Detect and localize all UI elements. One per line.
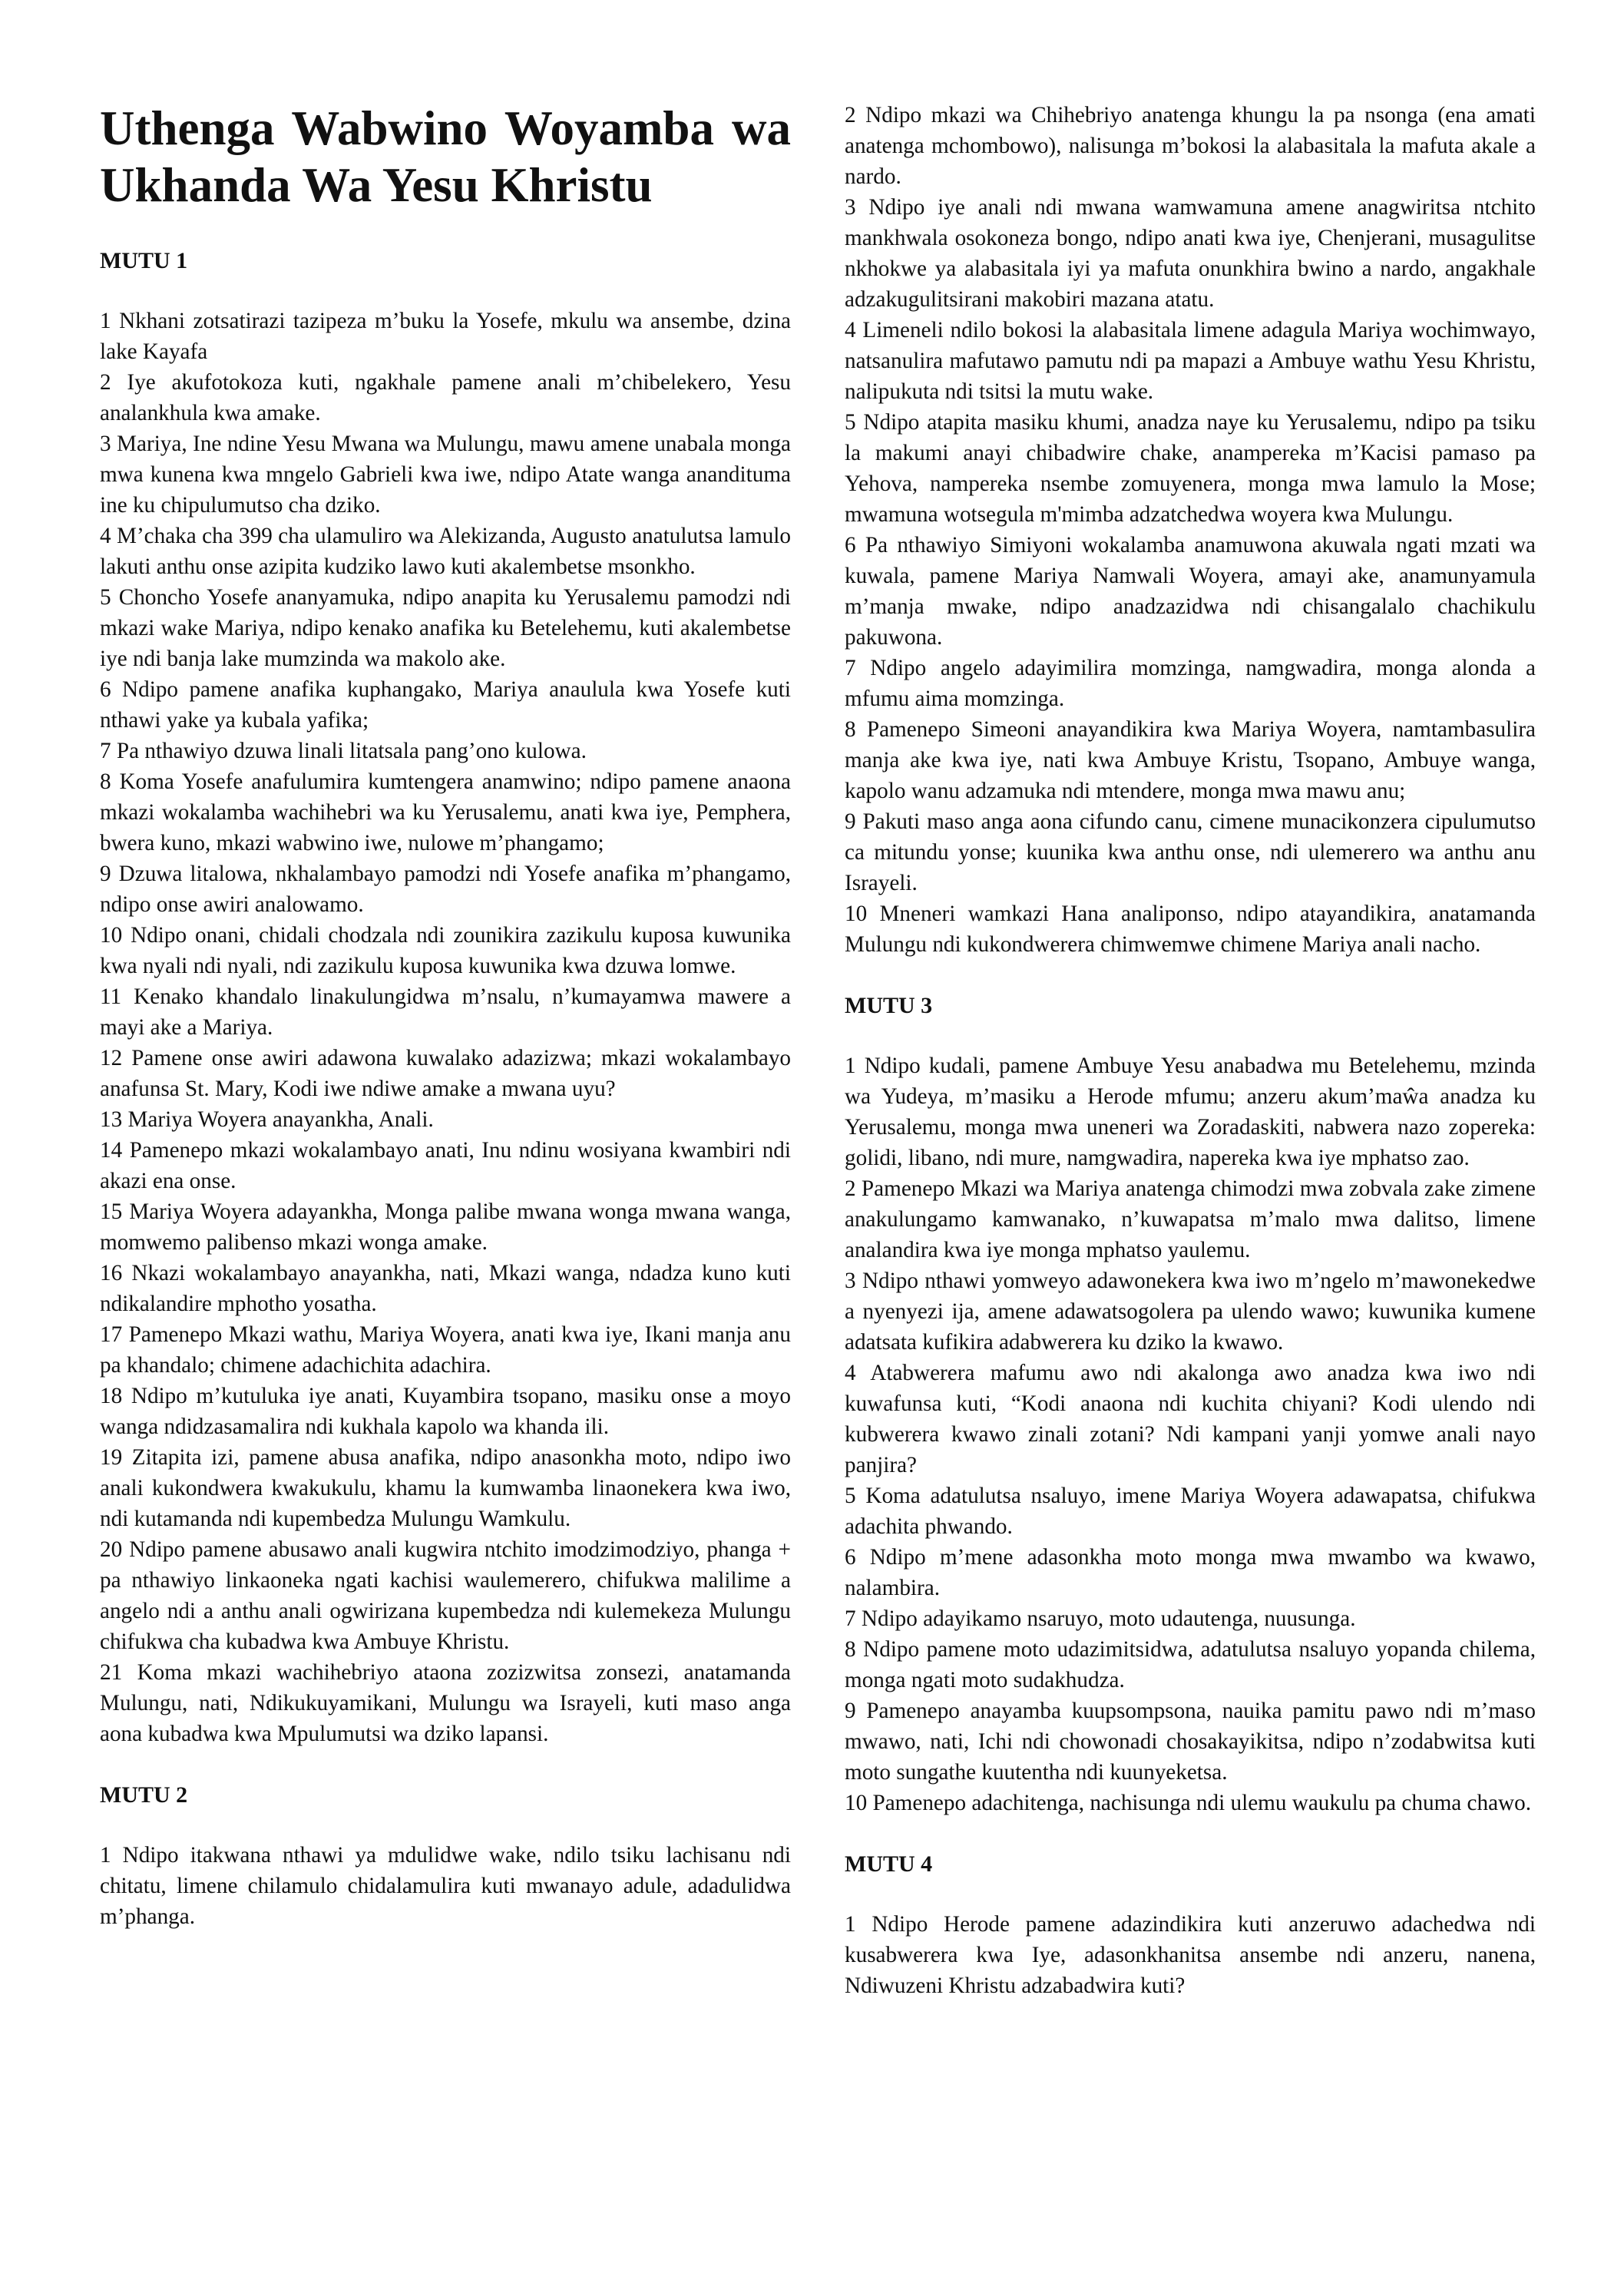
verse-paragraph: 10 Mneneri wamkazi Hana analiponso, ndipo atayandikira, anatamanda Mulungu ndi kukondwerera chimwemwe chimene Mariya anali nacho.: [845, 902, 1536, 957]
verse-paragraph: 4 M’chaka cha 399 cha ulamuliro wa Alekizanda, Augusto anatulutsa lamulo lakuti anthu onse azipita kudziko lawo kuti akalembetse msonkho.: [100, 524, 791, 579]
verse-paragraph: 2 Iye akufotokoza kuti, ngakhale pamene anali m’chibelekero, Yesu analankhula kwa amake.: [100, 370, 791, 425]
chapter-heading: MUTU 3: [845, 993, 933, 1018]
verse-paragraph: 2 Ndipo mkazi wa Chihebriyo anatenga khungu la pa nsonga (ena amati anatenga mchombowo), nalisunga m’bokosi la alabasitala la mafuta akale a nardo.: [845, 103, 1536, 189]
verse-paragraph: 13 Mariya Woyera anayankha, Anali.: [100, 1107, 434, 1132]
verse-paragraph: 16 Nkazi wokalambayo anayankha, nati, Mkazi wanga, ndadza kuno kuti ndikalandire mphotho yosatha.: [100, 1261, 791, 1316]
verse-paragraph: 18 Ndipo m’kutuluka iye anati, Kuyambira tsopano, masiku onse a moyo wanga ndidzasamalira ndi kukhala kapolo wa khanda ili.: [100, 1384, 791, 1439]
chapter-heading: MUTU 4: [845, 1851, 933, 1877]
verse-paragraph: 21 Koma mkazi wachihebriyo ataona zozizwitsa zonsezi, anatamanda Mulungu, nati, Ndikukuyamikani, Mulungu wa Israyeli, kuti maso anga aona kubadwa kwa Mpulumutsi wa dziko lapansi.: [100, 1660, 791, 1746]
verse-paragraph: 8 Pamenepo Simeoni anayandikira kwa Mariya Woyera, namtambasulira manja ake kwa iye, nati kwa Ambuye Kristu, Tsopano, Ambuye wanga, kapolo wanu adzamuka ndi mtendere, monga mwa mawu anu;: [845, 717, 1536, 803]
verse-paragraph: 2 Pamenepo Mkazi wa Mariya anatenga chimodzi mwa zobvala zake zimene anakulungamo kamwanako, n’kuwapatsa m’malo mwa dalitso, limene analandira kwa iye monga mphatso yaulemu.: [845, 1176, 1536, 1262]
verse-paragraph: 5 Koma adatulutsa nsaluyo, imene Mariya Woyera adawapatsa, chifukwa adachita phwando.: [845, 1484, 1536, 1539]
document-title: Uthenga Wabwino Woyamba wa Ukhanda Wa Yesu Khristu: [100, 101, 791, 212]
chapter-section: [100, 1749, 791, 1932]
verse-paragraph: 3 Mariya, Ine ndine Yesu Mwana wa Mulungu, mawu amene unabala monga mwa kunena kwa mngelo Gabrieli kwa iwe, ndipo Atate wanga ananditumа ine ku chipulumutso cha dziko.: [100, 432, 791, 518]
verse-paragraph: 5 Ndipo atapita masiku khumi, anadza naye ku Yerusalemu, ndipo pa tsiku la makumi anayi chibadwire chake, anampereka m’Kacisi pamaso pa Yehova, nampereka nsembe zomuyenera, monga mwa lamulo la Mose; mwamuna wotsegula m'mimba adzatchedwa woyera kwa Mulungu.: [845, 410, 1536, 527]
verse-paragraph: 10 Ndipo onani, chidali chodzala ndi zounikira zazikulu kuposa kuwunika kwa nyali ndi nyali, ndi zazikulu kuposa kuwunika kwa dzuwa lomwe.: [100, 923, 791, 978]
verse-paragraph: 8 Ndipo pamene moto udazimitsidwa, adatulutsa nsaluyo yopanda chilema, monga ngati moto sudakhudza.: [845, 1637, 1536, 1692]
verse-paragraph: 9 Dzuwa litalowa, nkhalambayo pamodzi ndi Yosefe anafika m’phangamo, ndipo onse awiri analowamo.: [100, 862, 791, 917]
verse-paragraph: 15 Mariya Woyera adayankha, Monga palibe mwana wonga mwana wanga, momwemo palibenso mkazi wonga amake.: [100, 1199, 791, 1255]
section-spacer: [100, 1749, 791, 1780]
verse-paragraph: 1 Ndipo kudali, pamene Ambuye Yesu anabadwa mu Betelehemu, mzinda wa Yudeya, m’masiku a Herode mfumu; anzeru akum’maŵa anadza ku Yerusalemu, monga mwa uneneri wa Zoradaskiti, nabwera nazo zopereka: golidi, libano, ndi mure, namgwadira, napereka kwa iye mphatso zao.: [845, 1054, 1536, 1170]
verse-paragraph: 7 Pa nthawiyo dzuwa linali litatsala pang’ono kulowa.: [100, 739, 587, 763]
verse-paragraph: 1 Ndipo itakwana nthawi ya mdulidwe wake, ndilo tsiku lachisanu ndi chitatu, limene chilamulo chidalamulira kuti mwanayo adule, adadulidwa m’phanga.: [100, 1843, 791, 1929]
chapter-section: [845, 960, 1536, 1818]
left-sections: [100, 246, 791, 1932]
verse-paragraph: 14 Pamenepo mkazi wokalambayo anati, Inu ndinu wosiyana kwambiri ndi akazi ena onse.: [100, 1138, 791, 1193]
verse-paragraph: 9 Pakuti maso anga aona cifundo canu, cimene munacikonzera cipulumutso ca mitundu yonse; kuunika kwa anthu onse, ndi ulemerero wa anthu anu Israyeli.: [845, 809, 1536, 895]
chapter-section: [845, 1818, 1536, 2001]
chapter-heading: MUTU 1: [100, 248, 188, 273]
left-column: [100, 100, 791, 1932]
verse-paragraph: 1 Nkhani zotsatirazi tazipeza m’buku la Yosefe, mkulu wa ansembe, dzina lake Kayafa: [100, 309, 791, 364]
chapter-section: [845, 100, 1536, 960]
chapter-heading: MUTU 2: [100, 1782, 188, 1808]
verse-paragraph: 11 Kenako khandalo linakulungidwa m’nsalu, n’kumayamwa mawere a mayi ake a Mariya.: [100, 984, 791, 1040]
verse-paragraph: 12 Pamene onse awiri adawona kuwalako adazizwa; mkazi wokalambayo anafunsa St. Mary, Kodi iwe ndiwe amake a mwana uyu?: [100, 1046, 791, 1101]
right-sections: [845, 100, 1536, 2001]
verse-paragraph: 7 Ndipo angelo adayimilira momzinga, namgwadira, monga alonda a mfumu aima momzinga.: [845, 656, 1536, 711]
verse-paragraph: 5 Choncho Yosefe ananyamuka, ndipo anapita ku Yerusalemu pamodzi ndi mkazi wake Mariya, ndipo kenako anafika ku Betelehemu, kuti akalembetse iye ndi banja lake mumzinda wa makolo ake.: [100, 585, 791, 671]
verse-paragraph: 10 Pamenepo adachitenga, nachisunga ndi ulemu waukulu pa chuma chawo.: [845, 1791, 1531, 1815]
verse-paragraph: 1 Ndipo Herode pamene adazindikira kuti anzeruwo adachedwa ndi kusabwerera kwa Iye, adasonkhanitsa ansembe ndi anzeru, nanena, Ndiwuzeni Khristu adzabadwira kuti?: [845, 1912, 1536, 1998]
verse-paragraph: 20 Ndipo pamene abusawo anali kugwira ntchito imodzimodziyo, phanga + pa nthawiyo linkaoneka ngati kachisi waulemerero, chifukwa malilime a angelo ndi a anthu anali ogwirizana kupembedza ndi kulemekeza Mulungu chifukwa cha kubadwa kwa Ambuye Khristu.: [100, 1537, 791, 1654]
verse-paragraph: 8 Koma Yosefe anafulumira kumtengera anamwino; ndipo pamene anaona mkazi wokalamba wachihebri wa ku Yerusalemu, anati kwa iye, Pemphera, bwera kuno, mkazi wabwino iwe, nulowe m’phangamo;: [100, 769, 791, 855]
verse-paragraph: 19 Zitapita izi, pamene abusa anafika, ndipo anasonkha moto, ndipo iwo anali kukondwera kwakukulu, khamu la kumwamba linaonekera kwa iwo, ndi kutamanda ndi kupembedza Mulungu Wamkulu.: [100, 1445, 791, 1531]
verse-paragraph: 3 Ndipo nthawi yomweyo adawonekera kwa iwo m’ngelo m’mawonekedwe a nyenyezi ija, amene adawatsogolera pa ulendo wawo; kuwunika kumene adatsata kufikira adabwerera ku dziko la kwawo.: [845, 1269, 1536, 1355]
section-spacer: [845, 960, 1536, 991]
section-spacer: [845, 1818, 1536, 1849]
verse-paragraph: 3 Ndipo iye anali ndi mwana wamwamuna amene anagwiritsa ntchito mankhwala osokoneza bongo, ndipo anati kwa iye, Chenjerani, musagulitse nkhokwe ya alabasitala iyi ya mafuta onunkhira bwino a nardo, angakhale adzakugulitsirani makobiri mazana atatu.: [845, 195, 1536, 312]
right-column: [845, 100, 1536, 2001]
verse-paragraph: 17 Pamenepo Mkazi wathu, Mariya Woyera, anati kwa iye, Ikani manja anu pa khandalo; chimene adachichita adachira.: [100, 1322, 791, 1378]
chapter-section: [100, 246, 791, 1749]
verse-paragraph: 4 Atabwerera mafumu awo ndi akalonga awo anadza kwa iwo ndi kuwafunsa kuti, “Kodi anaona ndi kuchita chiyani? Kodi ulendo ndi kubwerera kwawo zinali zotani? Ndi kampani yanji yomwe anali nayo panjira?: [845, 1361, 1536, 1477]
verse-paragraph: 6 Ndipo pamene anafika kuphangako, Mariya anaulula kwa Yosefe kuti nthawi yake ya kubala yafika;: [100, 677, 791, 733]
verse-paragraph: 9 Pamenepo anayamba kuupsompsona, nauika pamitu pawo ndi m’maso mwawo, nati, Ichi ndi chowonadi chosakayikitsa, ndipo n’zodabwitsa kuti moto sungathe kuutentha ndi kuunyeketsa.: [845, 1699, 1536, 1785]
verse-paragraph: 6 Ndipo m’mene adasonkha moto monga mwa mwambo wa kwawo, nalambira.: [845, 1545, 1536, 1600]
verse-paragraph: 4 Limeneli ndilo bokosi la alabasitala limene adagula Mariya wochimwayo, natsanulira mafutawo pamutu ndi pa mapazi a Ambuye wathu Yesu Khristu, nalipukuta ndi tsitsi la mutu wake.: [845, 318, 1536, 404]
verse-paragraph: 7 Ndipo adayikamo nsaruyo, moto udautenga, nuusunga.: [845, 1606, 1356, 1631]
verse-paragraph: 6 Pa nthawiyo Simiyoni wokalamba anamuwona akuwala ngati mzati wa kuwala, pamene Mariya Namwali Woyera, amayi ake, anamunyamula m’manja mwake, ndipo anadzazidwa ndi chisangalalo chachikulu pakuwona.: [845, 533, 1536, 650]
